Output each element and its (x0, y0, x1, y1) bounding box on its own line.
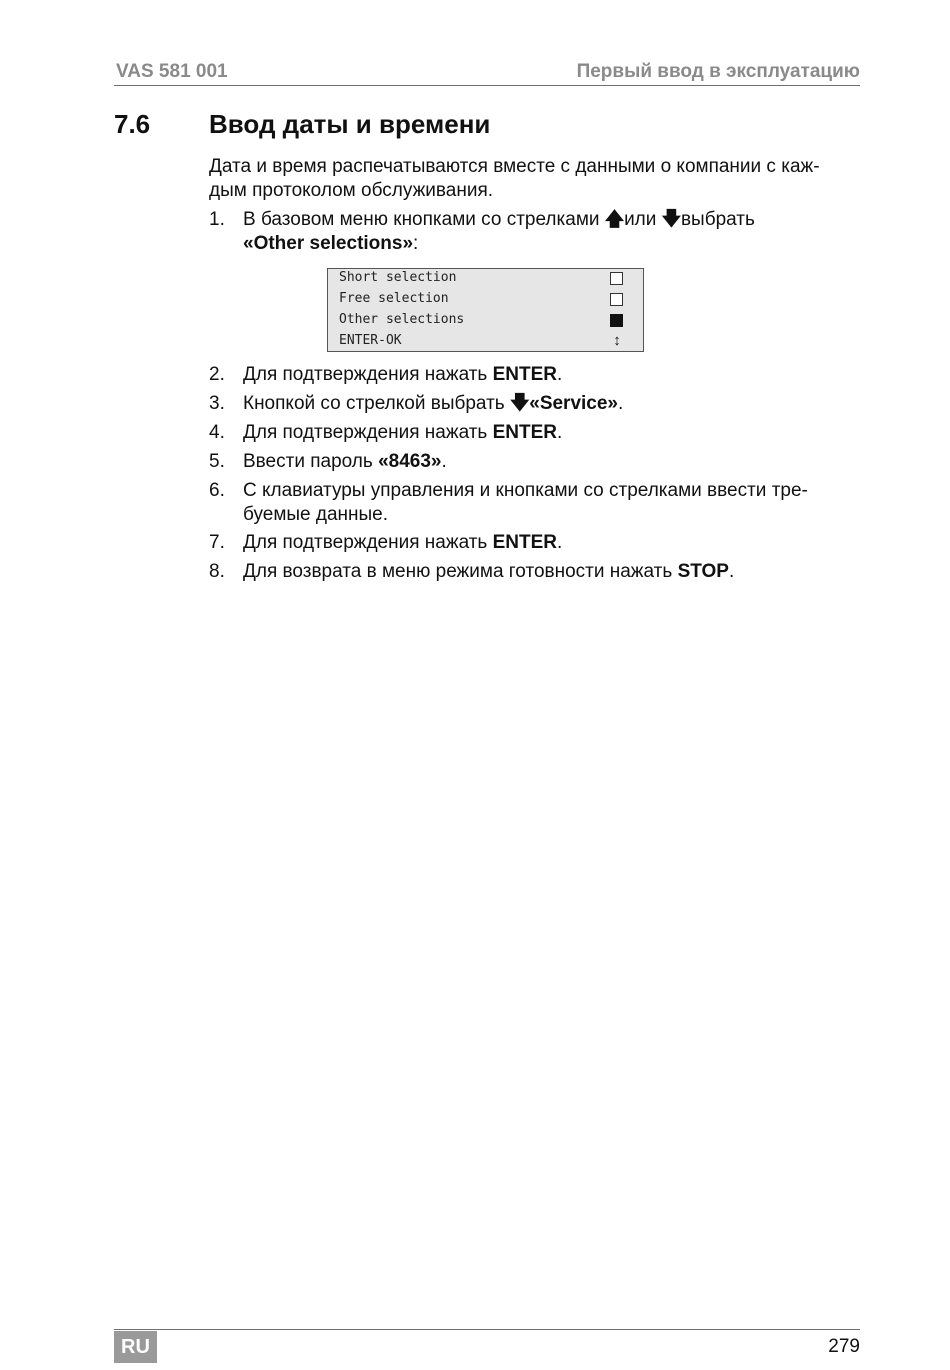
section-number: 7.6 (114, 109, 151, 139)
arrow-down-icon: 🡇 (661, 209, 682, 230)
step-password: «8463» (378, 451, 442, 472)
step-text (243, 560, 863, 584)
step-punctuation: . (728, 561, 735, 582)
step-text (243, 363, 863, 387)
step-text (243, 450, 863, 474)
step-text-part: Кнопкой со стрелкой выбрать (243, 393, 510, 414)
step-text-part: Для подтверждения нажать (243, 532, 493, 553)
step-number: 6. (209, 480, 225, 501)
step-number: 7. (209, 532, 225, 553)
arrow-down-icon: 🡇 (509, 393, 530, 414)
header-doc-code: VAS 581 001 (116, 61, 228, 82)
step-menu-item: «Other selections» (243, 233, 414, 254)
step-text (243, 531, 863, 555)
step-text-line: буемые данные. (243, 504, 389, 525)
lcd-checkbox-selected (610, 314, 623, 327)
step-number: 1. (209, 209, 225, 230)
section-title: Ввод даты и времени (209, 109, 491, 139)
step-text-part: В базовом меню кнопками со стрелками (243, 209, 600, 230)
step-text-part: выбрать (680, 209, 755, 230)
step-text-part: Для подтверждения нажать (243, 364, 493, 385)
step-menu-item: «Service» (529, 393, 618, 414)
arrow-up-icon: 🡅 (604, 209, 625, 230)
step-text (243, 392, 863, 416)
step-number: 4. (209, 422, 225, 443)
intro-line: Дата и время распечатываются вместе с данными о компании с каж- (209, 156, 820, 177)
step-number: 5. (209, 451, 225, 472)
step-number: 8. (209, 561, 225, 582)
step-punctuation: . (557, 364, 563, 385)
step-number: 3. (209, 393, 225, 414)
step-text-part: Ввести пароль (243, 451, 379, 472)
step-text-line: С клавиатуры управления и кнопками со стрелками ввести тре- (243, 480, 808, 501)
lcd-display (327, 268, 644, 352)
lcd-row-other-selections: Other selections (339, 312, 465, 327)
step-punctuation: . (557, 422, 563, 443)
lcd-checkbox-empty (610, 272, 623, 285)
lcd-checkbox-empty (610, 293, 623, 306)
lcd-row-enter-ok: ENTER-OK (339, 333, 402, 348)
step-punctuation: . (618, 393, 624, 414)
language-badge: RU (114, 1331, 157, 1363)
footer-divider (114, 1329, 860, 1330)
step-key-name: STOP (677, 561, 729, 582)
intro-paragraph (209, 155, 865, 203)
page-number: 279 (828, 1336, 860, 1357)
updown-arrow-icon: ↕ (613, 332, 621, 349)
step-punctuation: . (557, 532, 563, 553)
step-text-part: Для подтверждения нажать (243, 422, 493, 443)
step-text (243, 421, 863, 445)
step-punctuation: : (413, 233, 419, 254)
step-key-name: ENTER (492, 422, 558, 443)
lcd-row-short-selection: Short selection (339, 270, 457, 285)
header-divider (114, 85, 860, 86)
step-number: 2. (209, 364, 225, 385)
lcd-row-free-selection: Free selection (339, 291, 449, 306)
step-text (243, 208, 863, 256)
step-text-part: Для возврата в меню режима готовности нажать (243, 561, 678, 582)
step-text-part: или (624, 209, 657, 230)
header-chapter-title: Первый ввод в эксплуатацию (576, 61, 860, 82)
step-key-name: ENTER (492, 364, 558, 385)
step-key-name: ENTER (492, 532, 558, 553)
intro-line: дым протоколом обслуживания. (209, 180, 494, 201)
step-text (243, 479, 863, 527)
step-punctuation: . (441, 451, 447, 472)
